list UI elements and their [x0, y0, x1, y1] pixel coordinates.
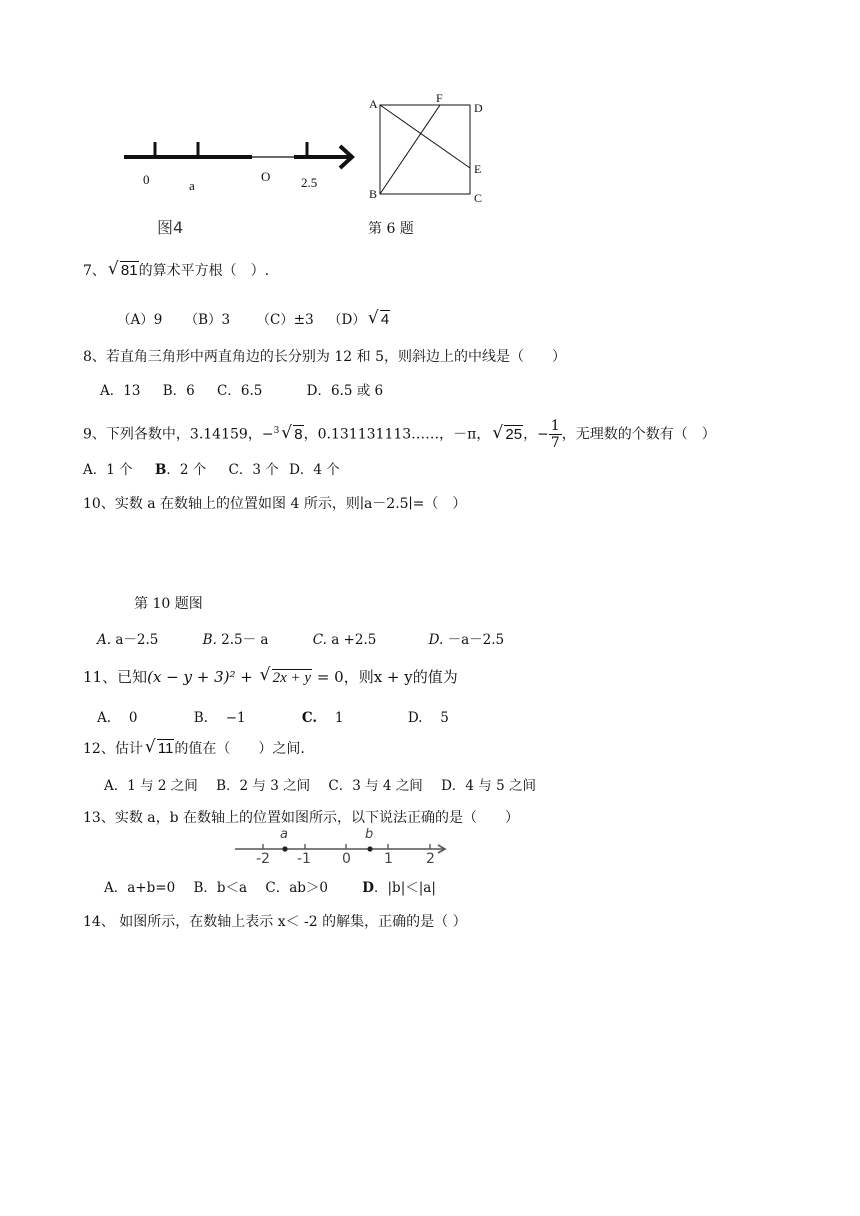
- point-a: [282, 846, 287, 851]
- q7-option-d[interactable]: （D）√ 4: [328, 312, 390, 328]
- axis-label-0: 0: [342, 851, 351, 867]
- vertex-a: A: [369, 97, 378, 111]
- q12-option-a[interactable]: A．1 与 2 之间: [104, 778, 198, 794]
- q13-options: [104, 876, 436, 896]
- q11-option-b[interactable]: B. −1: [193, 710, 246, 726]
- q9-options: [83, 458, 340, 478]
- q11-option-d[interactable]: D. 5: [407, 710, 449, 726]
- q13-option-a[interactable]: A．a+b=0: [104, 880, 176, 896]
- square-diagram: [376, 98, 476, 200]
- q10-option-a[interactable]: A. a－2.5: [97, 632, 159, 648]
- axis-label-neg2: -2: [256, 851, 270, 867]
- point-b-label: b: [365, 827, 374, 842]
- sqrt-81: √ 81: [108, 262, 139, 279]
- q7-options: [117, 308, 390, 328]
- question-14: 14、 如图所示，在数轴上表示 x＜ -2 的解集，正确的是（ ）: [83, 914, 467, 930]
- vertex-b: B: [369, 187, 378, 201]
- question-10: 10、实数 a 在数轴上的位置如图 4 所示，则∣a－2.5∣=（ ）: [83, 496, 467, 512]
- sqrt-2x-plus-y: √ 2x + y: [260, 668, 312, 687]
- point-a-label: a: [280, 827, 288, 842]
- vertex-e: E: [474, 162, 482, 176]
- q10-options: [97, 628, 504, 648]
- q9-option-b[interactable]: B．2 个: [154, 462, 207, 478]
- question-12: 12、估计√ 11的值在（ ）之间.: [83, 738, 305, 758]
- q7-option-c[interactable]: （C）±3: [256, 312, 314, 328]
- q7-option-a[interactable]: （A）9: [117, 312, 163, 328]
- q8-option-d[interactable]: D．6.5 或 6: [306, 383, 384, 399]
- q8-option-b[interactable]: B．6: [162, 383, 195, 399]
- vertex-c: C: [474, 191, 483, 205]
- axis-label-neg1: -1: [297, 851, 311, 867]
- vertex-f: F: [436, 91, 443, 105]
- q11-option-a[interactable]: A. 0: [97, 710, 138, 726]
- q10-figure-caption: 第 10 题图: [134, 596, 203, 612]
- q11-option-c[interactable]: C. 1: [301, 710, 344, 726]
- q11-options: [97, 706, 449, 726]
- question-11: 11、已知(x − y + 3)² + √ 2x + y = 0，则x + y的值为: [83, 666, 458, 687]
- fig4-tick-a: a: [189, 178, 195, 193]
- q9-option-d[interactable]: D．4 个: [289, 462, 340, 478]
- axis-label-2: 2: [426, 851, 435, 867]
- fig4-tick-o: O: [261, 169, 271, 184]
- sqrt-25: √ 25: [492, 426, 523, 443]
- q8-option-c[interactable]: C．6.5: [217, 383, 263, 399]
- q8-option-a[interactable]: A．13: [100, 383, 141, 399]
- q8-options: [100, 379, 383, 399]
- q12-option-b[interactable]: B．2 与 3 之间: [216, 778, 311, 794]
- q7-option-b[interactable]: （B）3: [184, 312, 231, 328]
- point-b: [367, 846, 372, 851]
- sqrt-11: √ 11: [145, 740, 175, 757]
- question-8: 8、若直角三角形中两直角边的长分别为 12 和 5，则斜边上的中线是（ ）: [83, 349, 566, 365]
- question-9: 9、下列各数中，3.14159，−$^3$√ 8，0.131131113……，－π，√ 25，− $\frac{1}{7}$ ，无理数的个数有（ ）: [83, 418, 716, 451]
- q7-number: 7、: [83, 263, 106, 279]
- q12-options: [104, 774, 536, 794]
- fig4-caption: 图4: [157, 218, 184, 237]
- q12-option-c[interactable]: C．3 与 4 之间: [328, 778, 423, 794]
- q10-option-c[interactable]: C. a +2.5: [312, 632, 377, 648]
- q13-option-d[interactable]: D．|b|＜|a|: [362, 880, 436, 896]
- fig6-caption: 第 6 题: [368, 221, 414, 237]
- q10-option-d[interactable]: D. －a－2.5: [428, 632, 505, 648]
- q13-option-b[interactable]: B．b＜a: [193, 880, 248, 896]
- q10-option-b[interactable]: B. 2.5－ a: [202, 632, 269, 648]
- q13-option-c[interactable]: C．ab＞0: [265, 880, 328, 896]
- number-line-fig4: [118, 138, 358, 178]
- q12-option-d[interactable]: D．4 与 5 之间: [441, 778, 536, 794]
- q9-option-c[interactable]: C．3 个: [228, 462, 279, 478]
- fig4-tick-2-5: 2.5: [301, 175, 318, 190]
- fraction-1-7: $\frac{1}{7}$: [550, 418, 560, 451]
- q9-option-a[interactable]: A．1 个: [83, 462, 133, 478]
- axis-label-1: 1: [384, 851, 393, 867]
- fig4-tick-0: 0: [143, 172, 150, 187]
- question-13: 13、实数 a，b 在数轴上的位置如图所示，以下说法正确的是（ ）: [83, 810, 520, 826]
- question-7: [83, 260, 269, 280]
- q7-text: 的算术平方根（ ）.: [138, 263, 270, 279]
- vertex-d: D: [474, 101, 483, 115]
- cube-root-8: √ 8: [281, 426, 303, 443]
